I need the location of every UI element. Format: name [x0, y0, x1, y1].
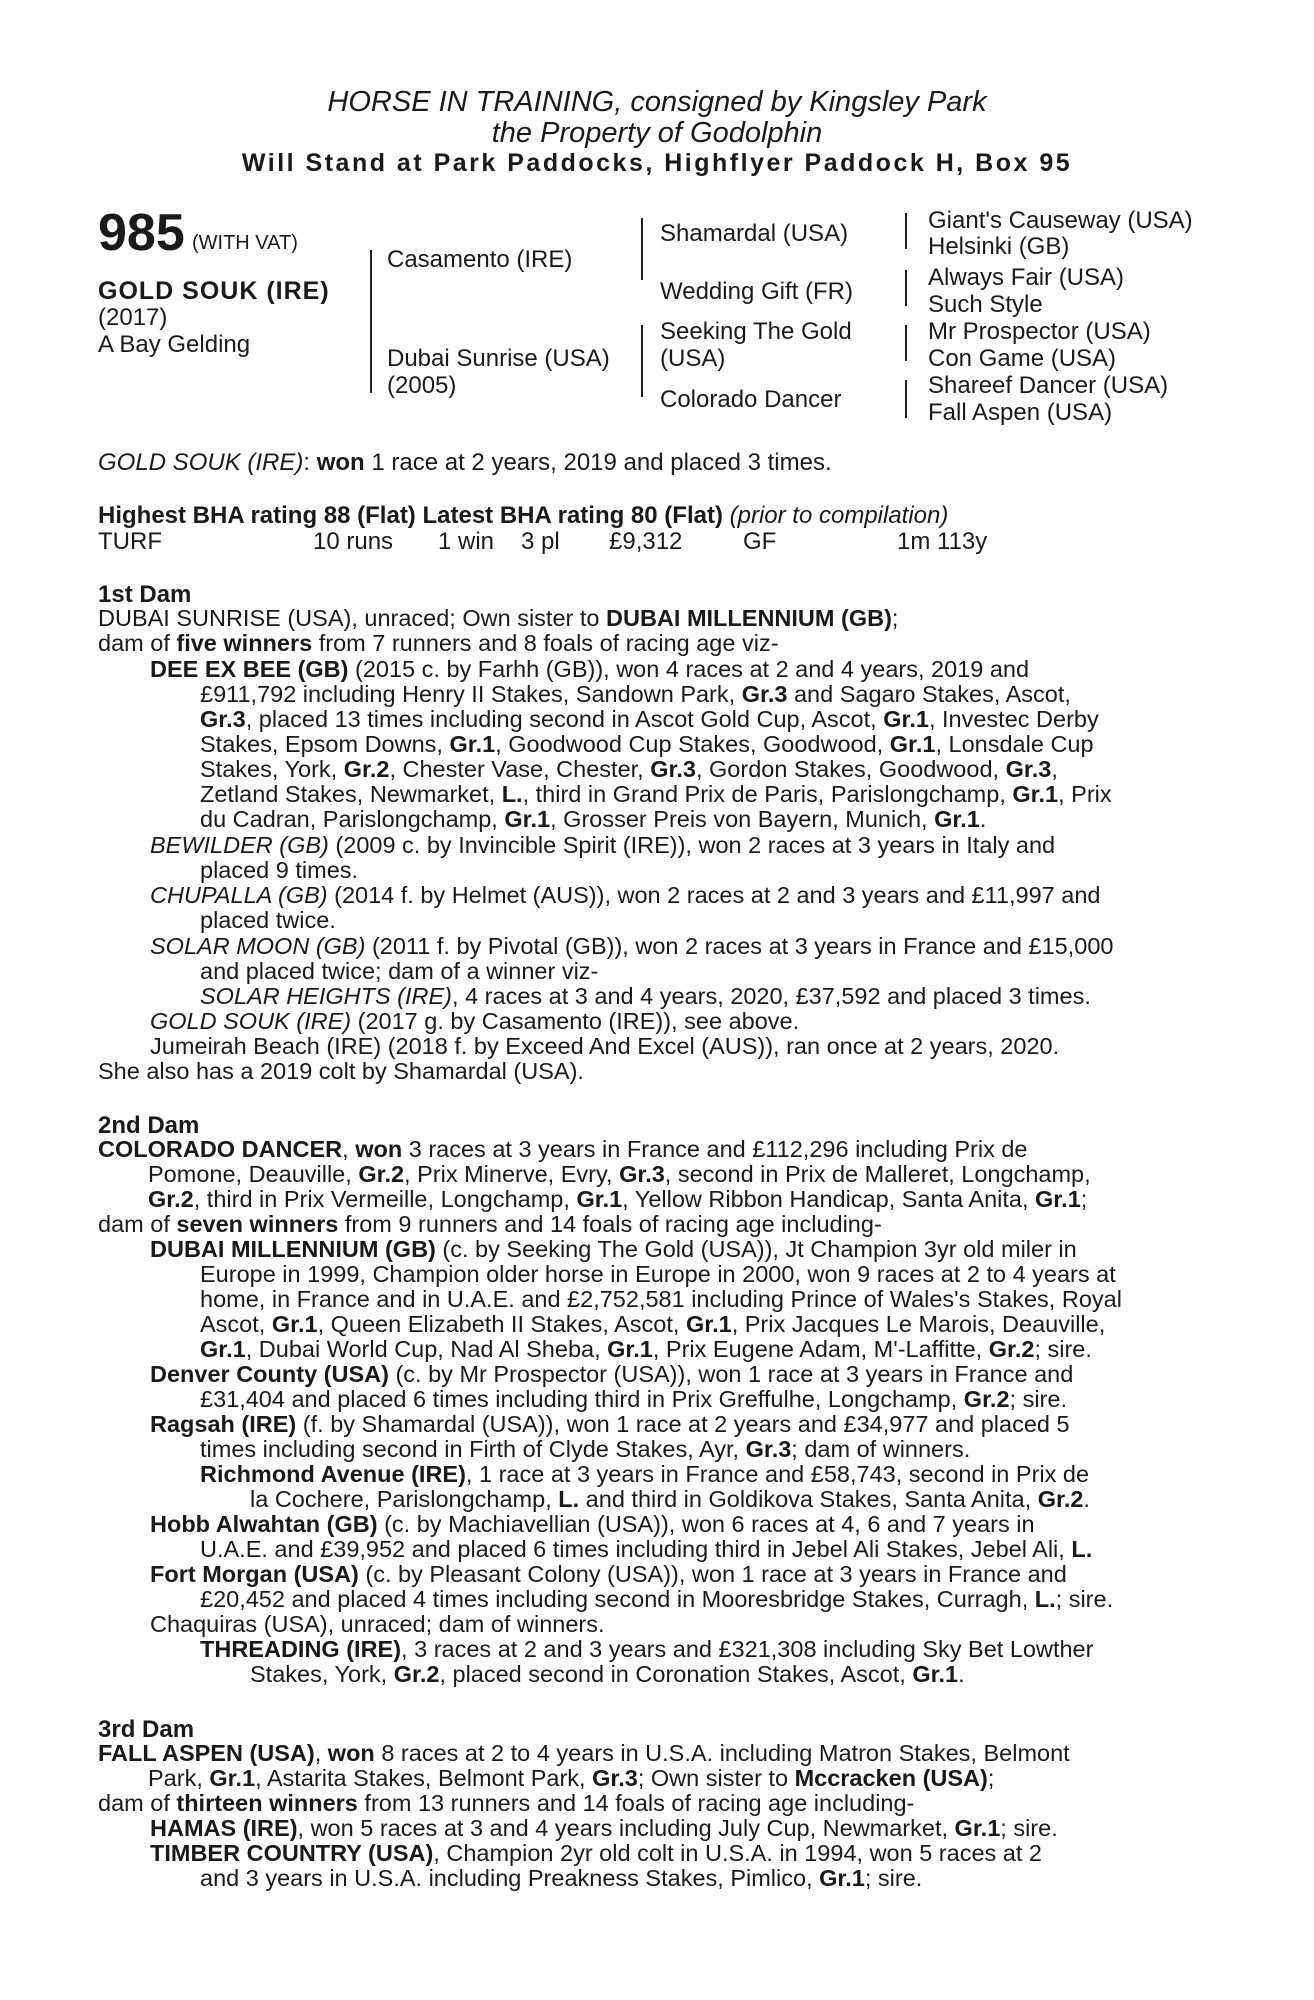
- produce-chaquiras: Chaquiras (USA), unraced; dam of winners.: [150, 1611, 605, 1637]
- produce-solar-heights: SOLAR HEIGHTS (IRE), 4 races at 3 and 4 years, 2020, £37,592 and placed 3 times.: [200, 983, 1091, 1009]
- pedigree-g1: Giant's Causeway (USA): [928, 207, 1193, 234]
- produce-timber-country: TIMBER COUNTRY (USA), Champion 2yr old colt in U.S.A. in 1994, won 5 races at 2: [150, 1840, 1043, 1866]
- produce-jumeirah-beach: Jumeirah Beach (IRE) (2018 f. by Exceed And Excel (AUS)), ran once at 2 years, 2020.: [150, 1033, 1060, 1059]
- pedigree-bracket-main: [370, 250, 372, 393]
- second-dam-heading: 2nd Dam: [98, 1112, 200, 1139]
- produce-solar-moon-line2: and placed twice; dam of a winner viz-: [200, 958, 599, 984]
- produce-dee-ex-bee-line4: Stakes, Epsom Downs, Gr.1, Goodwood Cup Stakes, Goodwood, Gr.1, Lonsdale Cup: [200, 731, 1094, 757]
- pedigree-bracket-g1: [905, 213, 907, 249]
- pedigree-dam: Dubai Sunrise (USA): [387, 345, 610, 372]
- produce-fort-morgan: Fort Morgan (USA) (c. by Pleasant Colony (USA)), won 1 race at 3 years in France and: [150, 1561, 1067, 1587]
- rating-surface: TURF: [98, 528, 162, 555]
- produce-gold-souk: GOLD SOUK (IRE) (2017 g. by Casamento (IRE)), see above.: [150, 1008, 800, 1034]
- property-line: the Property of Godolphin: [491, 117, 823, 149]
- pedigree-g7: Shareef Dancer (USA): [928, 372, 1169, 399]
- bha-rating: Highest BHA rating 88 (Flat) Latest BHA rating 80 (Flat) (prior to compilation): [98, 502, 949, 529]
- produce-dubai-millennium-line5: Gr.1, Dubai World Cup, Nad Al Sheba, Gr.1, Prix Eugene Adam, M'-Laffitte, Gr.2; sire.: [200, 1336, 1092, 1362]
- produce-hobb-alwahtan-line2: U.A.E. and £39,952 and placed 6 times including third in Jebel Ali Stakes, Jebel Ali, L.: [200, 1536, 1093, 1562]
- pedigree-dam-sire-country: (USA): [660, 345, 726, 372]
- lot-number: 985: [98, 204, 185, 262]
- pedigree-bracket-g2: [905, 270, 907, 306]
- pedigree-dam-year: (2005): [387, 372, 457, 399]
- produce-dee-ex-bee: DEE EX BEE (GB) (2015 c. by Farhh (GB)), won 4 races at 2 and 4 years, 2019 and: [150, 656, 1030, 682]
- pedigree-dam-dam: Colorado Dancer: [660, 386, 842, 413]
- rating-places: 3 pl: [521, 528, 560, 555]
- produce-dee-ex-bee-line3: Gr.3, placed 13 times including second in Ascot Gold Cup, Ascot, Gr.1, Investec Derby: [200, 706, 1099, 732]
- produce-threading-line2: Stakes, York, Gr.2, placed second in Coronation Stakes, Ascot, Gr.1.: [250, 1661, 965, 1687]
- rating-wins: 1 win: [438, 528, 495, 555]
- third-dam-heading: 3rd Dam: [98, 1716, 195, 1743]
- produce-dubai-millennium: DUBAI MILLENNIUM (GB) (c. by Seeking The Gold (USA)), Jt Champion 3yr old miler in: [150, 1236, 1077, 1262]
- pedigree-bracket-dam: [641, 325, 643, 397]
- produce-hamas: HAMAS (IRE), won 5 races at 3 and 4 years including July Cup, Newmarket, Gr.1; sire.: [150, 1815, 1058, 1841]
- first-dam-line: DUBAI SUNRISE (USA), unraced; Own sister to DUBAI MILLENNIUM (GB);: [98, 605, 899, 631]
- produce-timber-country-line2: and 3 years in U.S.A. including Preakness Stakes, Pimlico, Gr.1; sire.: [200, 1865, 923, 1891]
- produce-dee-ex-bee-line2: £911,792 including Henry II Stakes, Sandown Park, Gr.3 and Sagaro Stakes, Ascot,: [200, 681, 1071, 707]
- horse-description: A Bay Gelding: [98, 331, 251, 358]
- third-dam-line2: Park, Gr.1, Astarita Stakes, Belmont Park, Gr.3; Own sister to Mccracken (USA);: [148, 1765, 995, 1791]
- produce-colt-note: She also has a 2019 colt by Shamardal (USA).: [98, 1058, 584, 1084]
- pedigree-g8: Fall Aspen (USA): [928, 399, 1113, 426]
- rating-runs: 10 runs: [313, 528, 394, 555]
- race-summary: GOLD SOUK (IRE): won 1 race at 2 years, 2019 and placed 3 times.: [98, 449, 832, 476]
- pedigree-g3: Always Fair (USA): [928, 264, 1125, 291]
- pedigree-g2: Helsinki (GB): [928, 233, 1070, 260]
- first-dam-heading: 1st Dam: [98, 581, 192, 608]
- produce-dubai-millennium-line2: Europe in 1999, Champion older horse in Europe in 2000, won 9 races at 2 to 4 years at: [200, 1261, 1116, 1287]
- rating-earnings: £9,312: [609, 528, 683, 555]
- pedigree-bracket-g3: [905, 325, 907, 361]
- second-dam-produce-line: dam of seven winners from 9 runners and 14 foals of racing age including-: [98, 1211, 882, 1237]
- produce-ragsah: Ragsah (IRE) (f. by Shamardal (USA)), won 1 race at 2 years and £34,977 and placed 5: [150, 1411, 1070, 1437]
- third-dam-line1: FALL ASPEN (USA), won 8 races at 2 to 4 years in U.S.A. including Matron Stakes, Belmont: [98, 1740, 1070, 1766]
- pedigree-dam-sire: Seeking The Gold: [660, 318, 852, 345]
- pedigree-bracket-sire: [641, 218, 643, 280]
- consignor-line: HORSE IN TRAINING, consigned by Kingsley Park: [327, 86, 987, 118]
- produce-denver-county: Denver County (USA) (c. by Mr Prospector (USA)), won 1 race at 3 years in France and: [150, 1361, 1074, 1387]
- produce-bewilder: BEWILDER (GB) (2009 c. by Invincible Spirit (IRE)), won 2 races at 3 years in Italy and: [150, 832, 1056, 858]
- pedigree-g5: Mr Prospector (USA): [928, 318, 1151, 345]
- pedigree-g4: Such Style: [928, 291, 1043, 318]
- produce-ragsah-line2: times including second in Firth of Clyde Stakes, Ayr, Gr.3; dam of winners.: [200, 1436, 971, 1462]
- first-dam-produce-line: dam of five winners from 7 runners and 8 foals of racing age viz-: [98, 630, 779, 656]
- foaling-year: (2017): [98, 304, 168, 331]
- stand-location: Will Stand at Park Paddocks, Highflyer Paddock H, Box 95: [241, 149, 1073, 177]
- produce-denver-county-line2: £31,404 and placed 6 times including third in Prix Greffulhe, Longchamp, Gr.2; sire.: [200, 1386, 1067, 1412]
- vat-note: (WITH VAT): [192, 232, 298, 254]
- second-dam-line1: COLORADO DANCER, won 3 races at 3 years in France and £112,296 including Prix de: [98, 1136, 1028, 1162]
- produce-dee-ex-bee-line7: du Cadran, Parislongchamp, Gr.1, Grosser Preis von Bayern, Munich, Gr.1.: [200, 806, 987, 832]
- pedigree-g6: Con Game (USA): [928, 345, 1117, 372]
- pedigree-sire-sire: Shamardal (USA): [660, 220, 849, 247]
- produce-chupalla: CHUPALLA (GB) (2014 f. by Helmet (AUS)), won 2 races at 2 and 3 years and £11,997 and: [150, 882, 1101, 908]
- produce-hobb-alwahtan: Hobb Alwahtan (GB) (c. by Machiavellian (USA)), won 6 races at 4, 6 and 7 years in: [150, 1511, 1035, 1537]
- pedigree-sire-dam: Wedding Gift (FR): [660, 278, 853, 305]
- produce-richmond-avenue: Richmond Avenue (IRE), 1 race at 3 years in France and £58,743, second in Prix de: [200, 1461, 1090, 1487]
- second-dam-line3: Gr.2, third in Prix Vermeille, Longchamp, Gr.1, Yellow Ribbon Handicap, Santa Anita, Gr.1;: [148, 1186, 1088, 1212]
- produce-dee-ex-bee-line6: Zetland Stakes, Newmarket, L., third in Grand Prix de Paris, Parislongchamp, Gr.1, Prix: [200, 781, 1112, 807]
- produce-dubai-millennium-line3: home, in France and in U.A.E. and £2,752,581 including Prince of Wales's Stakes, Royal: [200, 1286, 1122, 1312]
- pedigree-bracket-g4: [905, 380, 907, 418]
- produce-chupalla-line2: placed twice.: [200, 907, 336, 933]
- produce-dee-ex-bee-line5: Stakes, York, Gr.2, Chester Vase, Chester, Gr.3, Gordon Stakes, Goodwood, Gr.3,: [200, 756, 1058, 782]
- second-dam-line2: Pomone, Deauville, Gr.2, Prix Minerve, Evry, Gr.3, second in Prix de Malleret, Longchamp,: [148, 1161, 1091, 1187]
- horse-name: GOLD SOUK (IRE): [98, 277, 330, 305]
- rating-going: GF: [743, 528, 777, 555]
- rating-distance: 1m 113y: [897, 528, 988, 555]
- produce-dubai-millennium-line4: Ascot, Gr.1, Queen Elizabeth II Stakes, Ascot, Gr.1, Prix Jacques Le Marois, Deauville,: [200, 1311, 1106, 1337]
- produce-bewilder-line2: placed 9 times.: [200, 857, 359, 883]
- produce-fort-morgan-line2: £20,452 and placed 4 times including second in Mooresbridge Stakes, Curragh, L.; sire.: [200, 1586, 1114, 1612]
- third-dam-produce-line: dam of thirteen winners from 13 runners and 14 foals of racing age including-: [98, 1790, 915, 1816]
- produce-threading: THREADING (IRE), 3 races at 2 and 3 years and £321,308 including Sky Bet Lowther: [200, 1636, 1094, 1662]
- produce-richmond-avenue-line2: la Cochere, Parislongchamp, L. and third in Goldikova Stakes, Santa Anita, Gr.2.: [250, 1486, 1090, 1512]
- pedigree-sire: Casamento (IRE): [387, 246, 573, 273]
- produce-solar-moon: SOLAR MOON (GB) (2011 f. by Pivotal (GB)), won 2 races at 3 years in France and £15,000: [150, 933, 1114, 959]
